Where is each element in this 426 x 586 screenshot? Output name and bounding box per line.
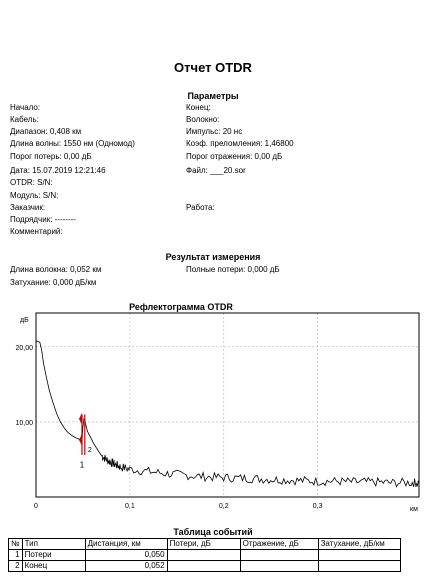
cell-no: 1 <box>9 550 23 561</box>
table-row <box>9 550 401 561</box>
cell-attenuation <box>318 550 400 561</box>
param-date: Дата: 15.07.2019 12:21:46 <box>10 166 106 175</box>
result-total-loss: Полные потери: 0,000 дБ <box>186 265 280 274</box>
param-end: Конец: <box>186 103 211 112</box>
cell-attenuation <box>318 561 400 572</box>
cell-no: 2 <box>9 561 23 572</box>
x-tick-label: 0,1 <box>125 503 135 510</box>
param-module: Модуль: S/N: <box>10 191 59 200</box>
results-heading: Результат измерения <box>165 252 261 262</box>
param-fiber: Волокно: <box>186 115 220 124</box>
events-header-row <box>9 539 401 550</box>
param-refraction-index: Коэф. преломления: 1,46800 <box>186 139 294 148</box>
chart-title: Рефлектограмма OTDR <box>129 302 233 312</box>
param-wavelength: Длина волны: 1550 нм (Одномод) <box>10 139 135 148</box>
event-marker-label-1: 1 <box>79 460 85 470</box>
param-job: Работа: <box>186 203 215 212</box>
param-pulse: Импульс: 20 нс <box>186 127 243 136</box>
y-tick-label: 10,00 <box>15 419 33 427</box>
col-loss: Потери, дБ <box>167 539 240 550</box>
y-tick-label: 20,00 <box>15 344 33 352</box>
y-axis-label: дБ <box>20 317 29 324</box>
param-range: Диапазон: 0,408 км <box>10 127 82 136</box>
marker-arrow-icon <box>79 413 82 425</box>
param-start: Начало: <box>10 103 41 112</box>
param-reflection-threshold: Порог отражения: 0,00 дБ <box>186 152 283 161</box>
param-contractor: Подрядчик: -------- <box>10 215 76 224</box>
trace-line <box>36 341 419 487</box>
param-otdr: OTDR: S/N: <box>10 178 53 187</box>
cell-distance: 0,050 <box>85 550 167 561</box>
x-tick-label: 0 <box>34 503 38 510</box>
col-reflection: Отражение, дБ <box>240 539 318 550</box>
marker-arrow-icon <box>79 434 82 446</box>
table-row <box>9 561 401 572</box>
cell-distance: 0,052 <box>85 561 167 572</box>
cell-reflection <box>240 561 318 572</box>
param-comment: Комментарий: <box>10 227 63 236</box>
col-attenuation: Затухание, дБ/км <box>318 539 400 550</box>
cell-loss <box>167 561 240 572</box>
param-file: Файл: ___20.sor <box>186 166 246 175</box>
col-no: № <box>9 539 23 550</box>
event-marker-label-2: 2 <box>87 446 92 454</box>
col-distance: Дистанция, км <box>85 539 167 550</box>
param-loss-threshold: Порог потерь: 0,00 дБ <box>10 152 92 161</box>
param-customer: Заказчик: <box>10 203 46 212</box>
result-attenuation: Затухание: 0,000 дБ/км <box>10 278 97 287</box>
cell-loss <box>167 550 240 561</box>
report-title: Отчет OTDR <box>174 60 252 75</box>
cell-type: Потери <box>22 550 85 561</box>
plot-frame <box>36 313 419 497</box>
x-tick-label: 0,2 <box>218 503 229 510</box>
x-tick-label: 0,3 <box>312 503 323 510</box>
params-heading: Параметры <box>187 91 239 101</box>
cell-type: Конец <box>22 561 85 572</box>
result-fiber-length: Длина волокна: 0,052 км <box>10 265 102 274</box>
events-table <box>8 538 401 572</box>
cell-reflection <box>240 550 318 561</box>
events-heading: Таблица событий <box>173 527 253 537</box>
param-cable: Кабель: <box>10 115 39 124</box>
x-axis-label: км <box>410 506 418 513</box>
col-type: Тип <box>22 539 85 550</box>
